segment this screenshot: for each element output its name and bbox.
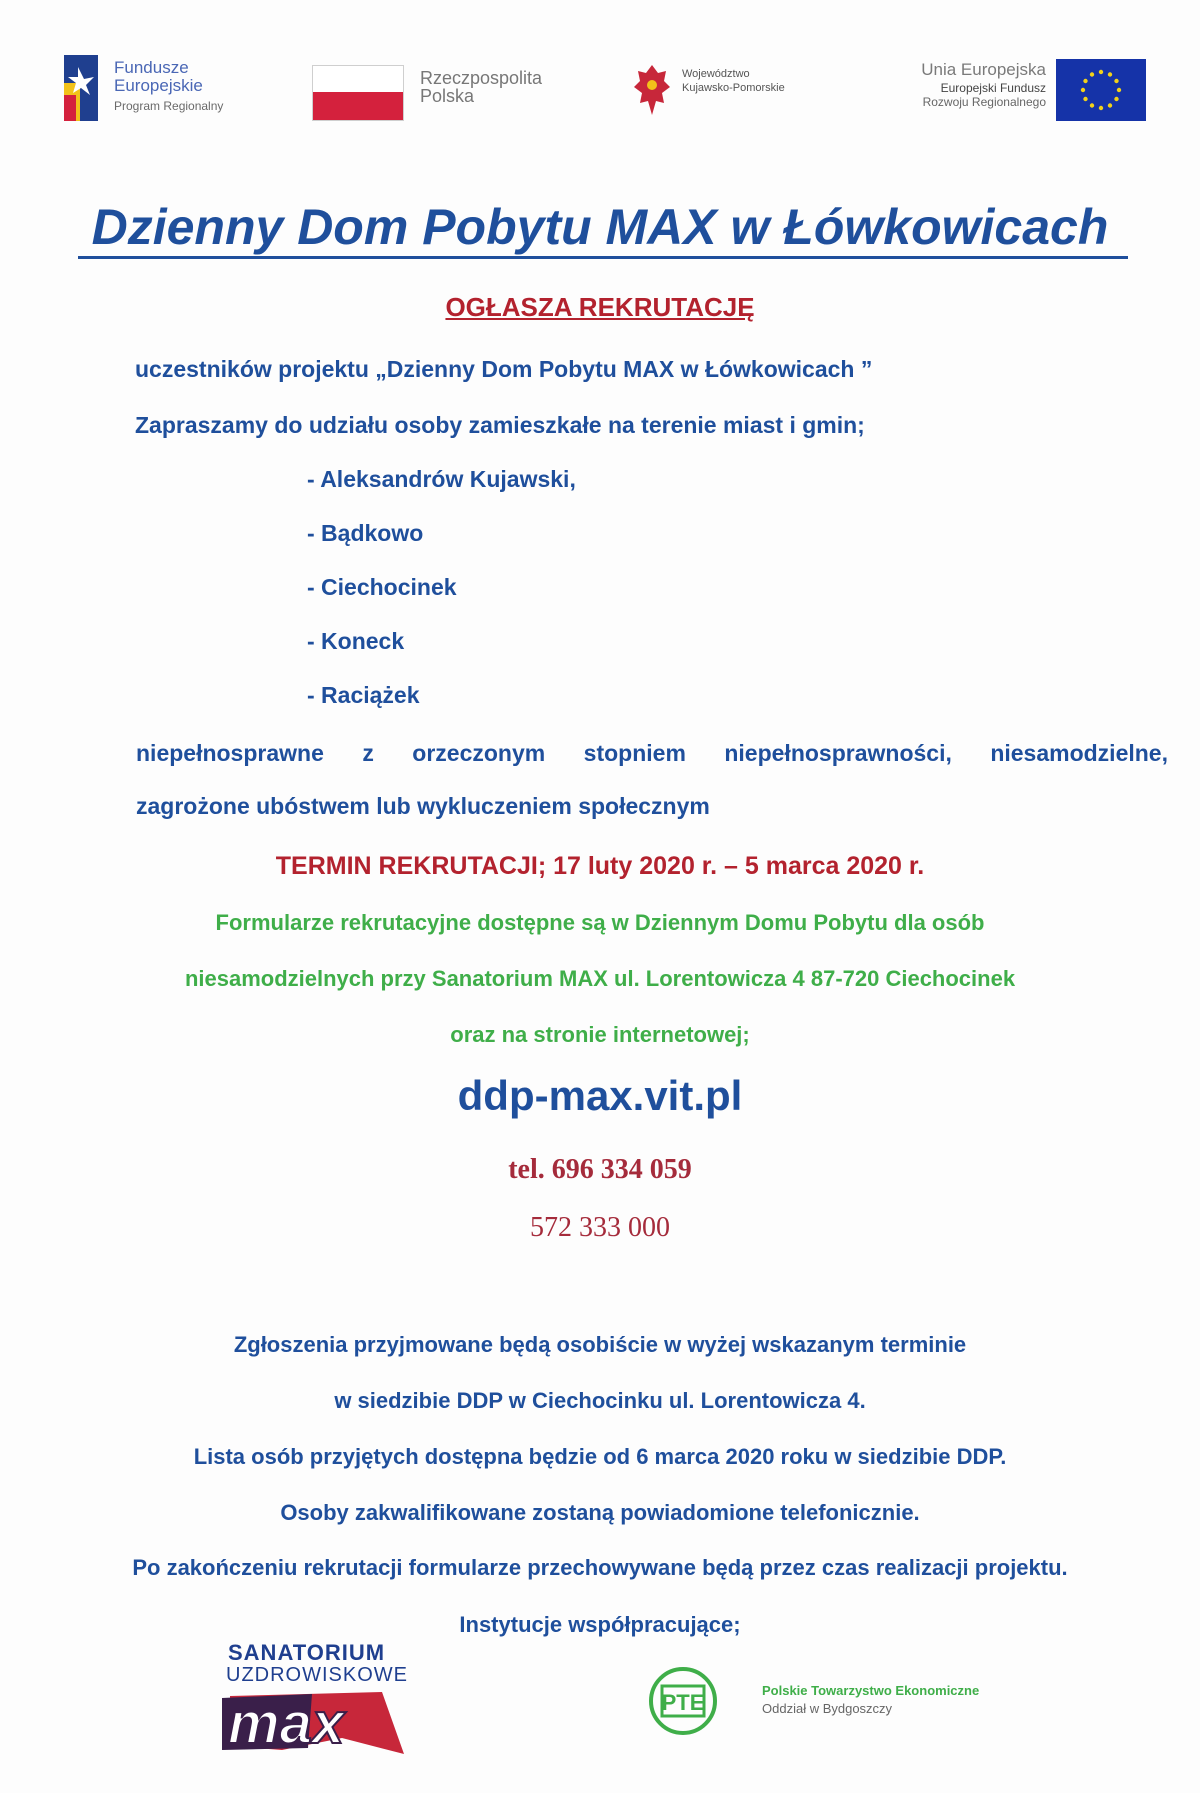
- municipality-item: - Raciążek: [307, 682, 420, 708]
- pte-text: [762, 1682, 979, 1718]
- note-line: Zgłoszenia przyjmowane będą osobiście w wyżej wskazanym terminie: [233, 1332, 967, 1357]
- fundusze-line1: Fundusze: [114, 58, 189, 77]
- fundusze-line3: Program Regionalny: [114, 99, 224, 113]
- unia-line2: Europejski Fundusz: [940, 81, 1046, 95]
- wojewodztwo-line1: Województwo: [682, 68, 750, 80]
- recruitment-term: TERMIN REKRUTACJI; 17 luty 2020 r. – 5 marca 2020 r.: [275, 852, 925, 880]
- title-underline: [78, 256, 1128, 259]
- municipality-item: - Koneck: [307, 628, 405, 654]
- fundusze-europejskie-logo: [64, 55, 274, 135]
- page-title: Dzienny Dom Pobytu MAX w Łówkowicach: [91, 199, 1109, 255]
- note-line: w siedzibie DDP w Ciechocinku ul. Lorentowicza 4.: [334, 1388, 866, 1413]
- fundusze-line2: Europejskie: [114, 76, 203, 95]
- sanatorium-title: SANATORIUM: [228, 1640, 386, 1665]
- forms-line-3: oraz na stronie internetowej;: [450, 1022, 750, 1047]
- rzeczpospolita-line1: Rzeczpospolita: [420, 68, 543, 88]
- phone-number-2[interactable]: 572 333 000: [530, 1212, 670, 1243]
- fundusze-europejskie-icon: [64, 55, 104, 121]
- unia-line1: Unia Europejska: [921, 60, 1046, 79]
- fundusze-europejskie-text: [114, 59, 223, 115]
- forms-line-1: Formularze rekrutacyjne dostępne są w Dziennym Domu Pobytu dla osób: [215, 910, 985, 935]
- website-link[interactable]: ddp-max.vit.pl: [457, 1072, 743, 1119]
- unia-line3: Rozwoju Regionalnego: [922, 95, 1046, 109]
- announcement-heading: OGŁASZA REKRUTACJĘ: [445, 292, 755, 322]
- note-line: Osoby zakwalifikowane zostaną powiadomione telefonicznie.: [280, 1500, 920, 1525]
- polish-flag-icon: [312, 65, 404, 121]
- note-line: Po zakończeniu rekrutacji formularze przechowywane będą przez czas realizacji projektu.: [132, 1555, 1068, 1580]
- municipality-item: - Ciechocinek: [307, 574, 457, 600]
- sanatorium-subtitle: UZDROWISKOWE: [226, 1664, 408, 1686]
- wojewodztwo-text: [682, 67, 785, 95]
- intro-line-1: uczestników projektu „Dzienny Dom Pobytu MAX w Łówkowicach ”: [135, 356, 873, 382]
- unia-europejska-text: [846, 61, 1046, 109]
- intro-line-2: Zapraszamy do udziału osoby zamieszkałe na terenie miast i gmin;: [135, 412, 865, 438]
- rzeczpospolita-line2: Polska: [420, 86, 475, 106]
- rzeczpospolita-text: [420, 69, 542, 105]
- logo-bar: [0, 55, 1200, 135]
- unia-europejska-logo: [850, 55, 1146, 135]
- wojewodztwo-line2: Kujawsko-Pomorskie: [682, 82, 785, 94]
- pte-logo-lettering: [648, 1666, 718, 1736]
- municipality-item: - Bądkowo: [307, 520, 424, 546]
- wojewodztwo-crest-icon: [632, 61, 672, 119]
- eu-flag-icon: [1056, 59, 1146, 121]
- pte-mark-text: PTE: [661, 1690, 705, 1715]
- municipality-item: - Aleksandrów Kujawski,: [307, 466, 576, 492]
- eligibility-line-2: zagrożone ubóstwem lub wykluczeniem społecznym: [136, 793, 710, 819]
- sanatorium-max-logo: [222, 1640, 412, 1760]
- pte-line2: Oddział w Bydgoszczy: [762, 1701, 893, 1716]
- forms-line-2: niesamodzielnych przy Sanatorium MAX ul. Lorentowicza 4 87-720 Ciechocinek: [184, 966, 1016, 991]
- partners-label: Instytucje współpracujące;: [459, 1612, 741, 1637]
- rzeczpospolita-polska-logo: [312, 55, 592, 135]
- eligibility-line-1: niepełnosprawne z orzeczonym stopniem niepełnosprawności, niesamodzielne,: [136, 740, 1168, 766]
- note-line: Lista osób przyjętych dostępna będzie od 6 marca 2020 roku w siedzibie DDP.: [193, 1444, 1007, 1469]
- phone-number-1[interactable]: tel. 696 334 059: [508, 1154, 692, 1185]
- pte-line1: Polskie Towarzystwo Ekonomiczne: [762, 1683, 980, 1698]
- wojewodztwo-logo: [632, 55, 832, 135]
- max-brand-text: max: [228, 1691, 345, 1756]
